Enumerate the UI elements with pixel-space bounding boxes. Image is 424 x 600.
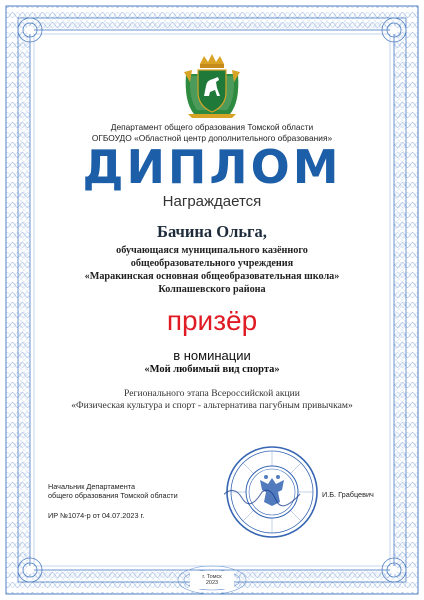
recipient-desc-line-3: «Маракинская основная общеобразовательная школа» [84, 271, 340, 282]
footer-year: 2023 [205, 580, 219, 587]
footer-place-date [0, 574, 424, 587]
recipient-name: Бачина Ольга, [157, 222, 267, 241]
department-line-2: ОГБОУДО «Областной центр дополнительного образования» [91, 132, 333, 143]
diploma-title: ДИПЛОМ [82, 140, 342, 194]
event-description [0, 388, 424, 411]
signatory-name: И.Б. Грабцевич [322, 490, 374, 499]
official-seal-icon [224, 444, 320, 540]
nomination-label: в номинации [173, 348, 251, 363]
footer-city: г. Томск [202, 574, 222, 580]
signatory-title-line-2: общего образования Томской области [48, 491, 178, 501]
nomination-name: «Мой любимый вид спорта» [144, 364, 280, 375]
event-line-2: «Физическая культура и спорт - альтернатива пагубным привычкам» [71, 399, 353, 411]
recipient-description [0, 244, 424, 296]
award-status: призёр [166, 305, 258, 336]
recipient-desc-line-1: обучающаяся муниципального казённого [116, 245, 308, 256]
recipient-desc-line-2: общеобразовательного учреждения [130, 258, 294, 269]
signatory-title [48, 482, 178, 500]
tomsk-emblem-icon [180, 52, 244, 120]
awarded-label: Награждается [162, 193, 262, 210]
signatory-title-line-1: Начальник Департамента [48, 482, 136, 491]
recipient-desc-line-4: Колпашевского района [158, 284, 266, 295]
event-line-1: Регионального этапа Всероссийской акции [124, 388, 300, 399]
order-reference: ИР №1074-р от 04.07.2023 г. [48, 511, 145, 520]
department-line-1: Департамент общего образования Томской области [110, 122, 314, 132]
